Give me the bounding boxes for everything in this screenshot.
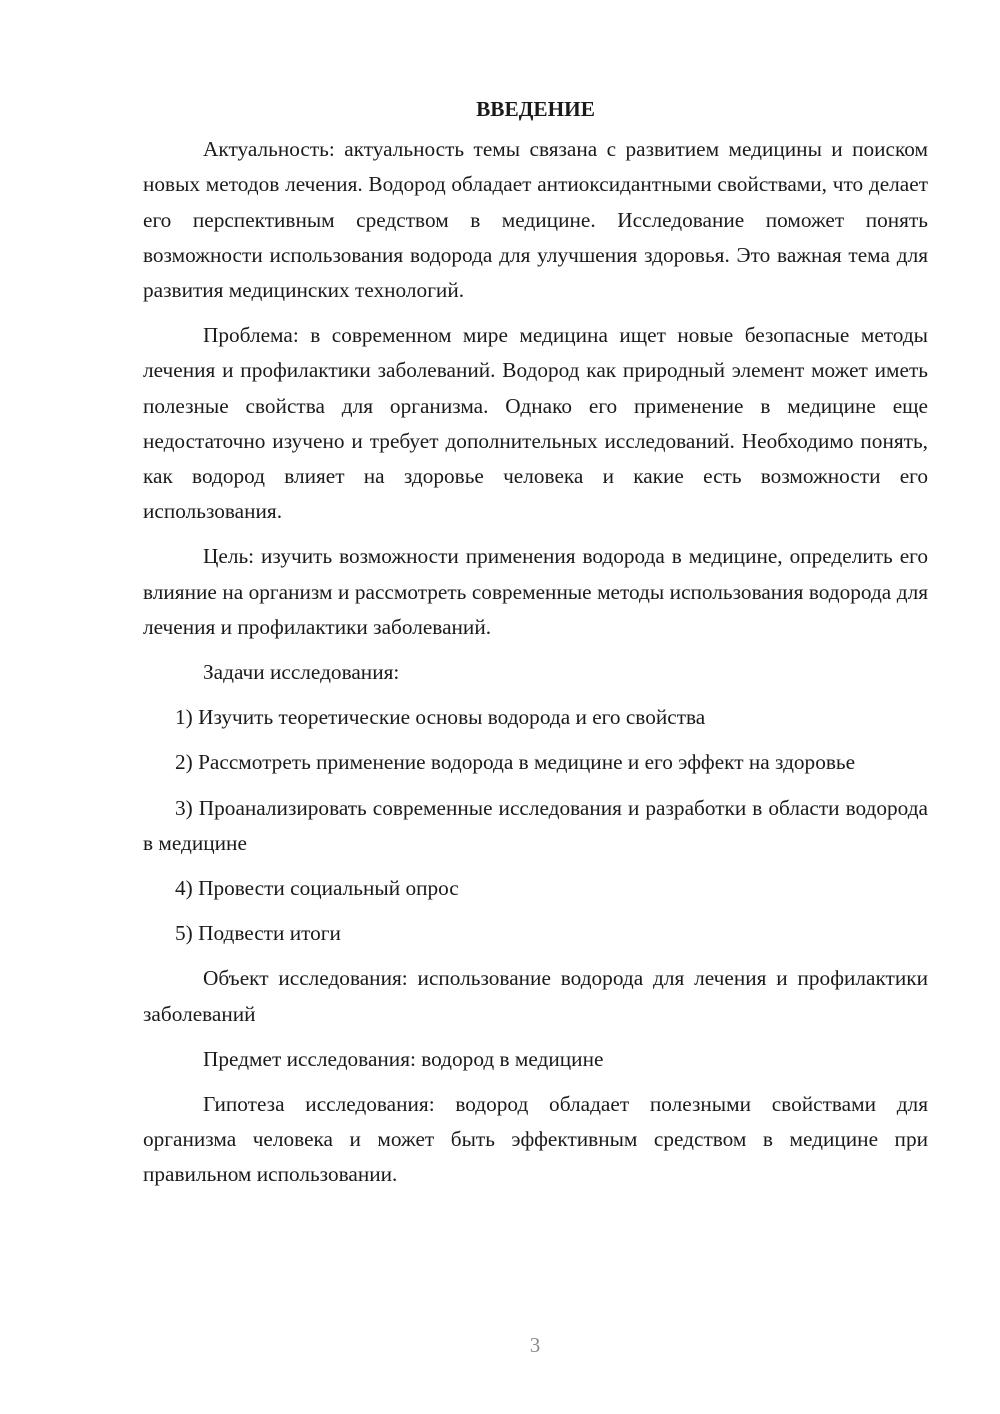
paragraph-object: Объект исследования: использование водорода для лечения и профилактики заболеваний: [143, 966, 928, 1026]
document-title: ВВЕДЕНИЕ: [476, 97, 595, 121]
paragraph-hypothesis: Гипотеза исследования: водород обладает полезными свойствами для организма человека и может быть эффективным средством в медицине при правильном использовании.: [143, 1092, 928, 1187]
task-item-3: 3) Проанализировать современные исследования и разработки в области водорода в медицине: [143, 795, 928, 855]
task-item-5: 5) Подвести итоги: [175, 921, 341, 946]
task-item-2: 2) Рассмотреть применение водорода в медицине и его эффект на здоровье: [175, 750, 856, 775]
paragraph-relevance: Актуальность: актуальность темы связана с развитием медицины и поиском новых методов лечения. Водород обладает антиоксидантными свойствами, что делает его перспективным средством в медицине. Исследование поможет понять возможности использования водорода для улучшения здоровья. Это важная тема для развития медицинских технологий.: [143, 137, 928, 303]
task-item-4: 4) Провести социальный опрос: [175, 876, 459, 901]
page-number: 3: [529, 1333, 541, 1357]
paragraph-problem: Проблема: в современном мире медицина ищет новые безопасные методы лечения и профилактики заболеваний. Водород как природный элемент может иметь полезные свойства для организма. Однако его применение в медицине еще недостаточно изучено и требует дополнительных исследований. Необходимо понять, как водород влияет на здоровье человека и какие есть возможности его использования.: [143, 323, 928, 524]
paragraph-tasks-heading: Задачи исследования:: [203, 660, 400, 685]
document-page: [143, 92, 928, 1203]
paragraph-goal: Цель: изучить возможности применения водорода в медицине, определить его влияние на организм и рассмотреть современные методы использования водорода для лечения и профилактики заболеваний.: [143, 544, 928, 639]
task-item-1: 1) Изучить теоретические основы водорода и его свойства: [175, 705, 706, 730]
paragraph-subject: Предмет исследования: водород в медицине: [203, 1046, 604, 1071]
